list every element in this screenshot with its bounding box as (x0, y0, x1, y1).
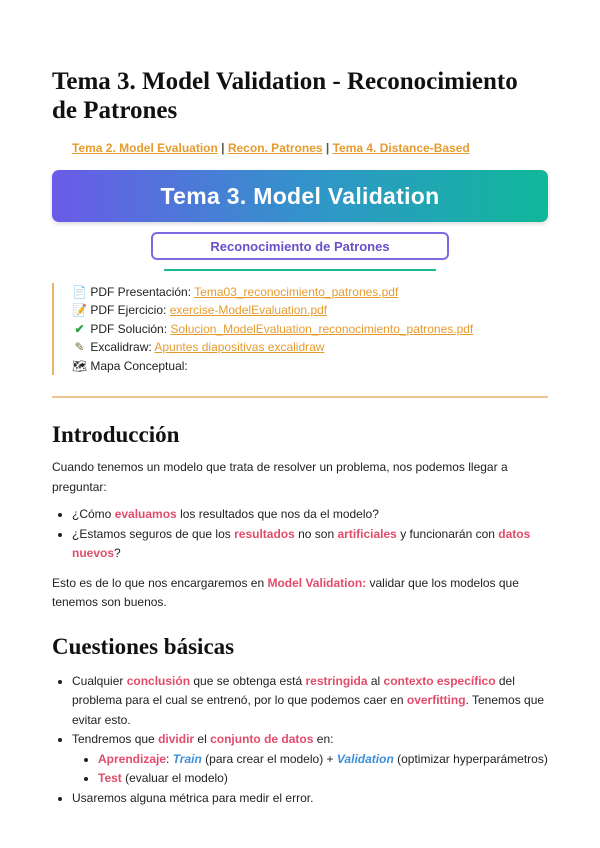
highlight: artificiales (337, 526, 397, 541)
resource-item (72, 338, 548, 356)
resource-label: PDF Presentación: (90, 285, 195, 299)
emphasis: Train (172, 751, 202, 766)
intro-heading: Introducción (52, 422, 180, 448)
resource-label: Excalidraw: (90, 340, 155, 355)
highlight: resultados (234, 526, 295, 541)
text: (para crear el modelo) + (201, 751, 337, 766)
index-link[interactable]: Recon. Patrones (227, 141, 323, 155)
banner-underline (164, 269, 436, 271)
nav-separator: | (322, 141, 333, 155)
split-sublist (72, 750, 548, 789)
subject-badge-label: Reconocimiento de Patrones (210, 238, 390, 254)
highlight: overfitting (406, 693, 466, 708)
highlight: restringida (305, 673, 368, 688)
resource-label: PDF Solución: (90, 321, 171, 336)
edit-page-icon: 📝 (72, 303, 87, 318)
text: Cualquier (72, 673, 127, 688)
highlight: Test (98, 771, 122, 786)
resource-link[interactable]: exercise-ModelEvaluation.pdf (169, 303, 328, 318)
text: los resultados que nos da el modelo? (176, 507, 379, 522)
pencil-icon: ✎ (74, 340, 85, 355)
emphasis: Validation (336, 751, 394, 766)
highlight: conjunto de datos (210, 732, 314, 747)
nav-separator: | (217, 141, 228, 155)
resources-list (52, 283, 548, 375)
text: ? (114, 546, 121, 561)
basics-heading: Cuestiones básicas (52, 633, 235, 659)
highlight: Aprendizaje (98, 751, 167, 766)
text: ¿Estamos seguros de que los (72, 526, 235, 541)
text: . Tenemos que evitar esto. (72, 693, 545, 727)
highlight: Model Validation: (267, 575, 367, 590)
breadcrumb-nav (52, 141, 548, 155)
resource-link[interactable]: Apuntes diapositivas excalidraw (154, 340, 325, 355)
section-divider (52, 396, 548, 398)
list-item (72, 525, 548, 564)
intro-paragraph: Cuando tenemos un modelo que trata de resolver un problema, nos podemos llegar a preguntar: (52, 460, 508, 494)
resource-label: Mapa Conceptual: (90, 358, 188, 373)
resource-label: PDF Ejercicio: (90, 303, 170, 318)
list-item (72, 730, 548, 789)
text: en: (313, 732, 334, 747)
resource-link[interactable]: Solucion_ModelEvaluation_reconocimiento_patrones.pdf (170, 321, 474, 336)
text: Esto es de lo que nos encargaremos en (52, 575, 268, 590)
prev-topic-link[interactable]: Tema 2. Model Evaluation (72, 141, 218, 155)
list-item (72, 672, 548, 731)
text: : (166, 751, 173, 766)
text: validar que los modelos que tenemos son buenos. (52, 575, 519, 610)
intro-conclusion (52, 574, 548, 613)
list-item (98, 750, 548, 770)
highlight: evaluamos (114, 507, 177, 522)
list-item (98, 769, 548, 789)
text: al (367, 673, 384, 688)
topic-banner (52, 170, 548, 222)
list-item: • Usaremos alguna métrica para medir el error. (72, 789, 548, 809)
subject-badge (151, 232, 449, 260)
highlight: contexto específico (383, 673, 496, 688)
intro-list (52, 505, 548, 564)
text: que se obtenga está (190, 673, 306, 688)
text: Tendremos que (72, 732, 159, 747)
list-item (72, 505, 548, 525)
text: (evaluar el modelo) (121, 771, 228, 786)
basics-list (52, 672, 548, 809)
text: el (194, 732, 211, 747)
text: ¿Cómo (72, 507, 115, 522)
text: (optimizar hyperparámetros) (393, 751, 548, 766)
next-topic-link[interactable]: Tema 4. Distance-Based (332, 141, 470, 155)
resource-item (72, 320, 548, 338)
banner-title: Tema 3. Model Validation (160, 182, 440, 209)
text: del problema para el cual se entrenó, por lo que podemos caer en (72, 673, 515, 708)
check-icon: ✔ (74, 321, 85, 336)
highlight: conclusión (126, 673, 191, 688)
highlight: datos nuevos (72, 526, 531, 561)
resource-item (72, 357, 548, 375)
highlight: dividir (158, 732, 195, 747)
map-icon: 🗺 (72, 358, 88, 373)
resource-link[interactable]: Tema03_reconocimiento_patrones.pdf (194, 285, 399, 299)
resource-item (72, 283, 548, 301)
text: y funcionarán con (396, 526, 499, 541)
text: no son (294, 526, 338, 541)
resource-item (72, 301, 548, 319)
page-title: Tema 3. Model Validation - Reconocimiento de Patrones (52, 68, 518, 124)
page-icon: 📄 (72, 285, 87, 299)
